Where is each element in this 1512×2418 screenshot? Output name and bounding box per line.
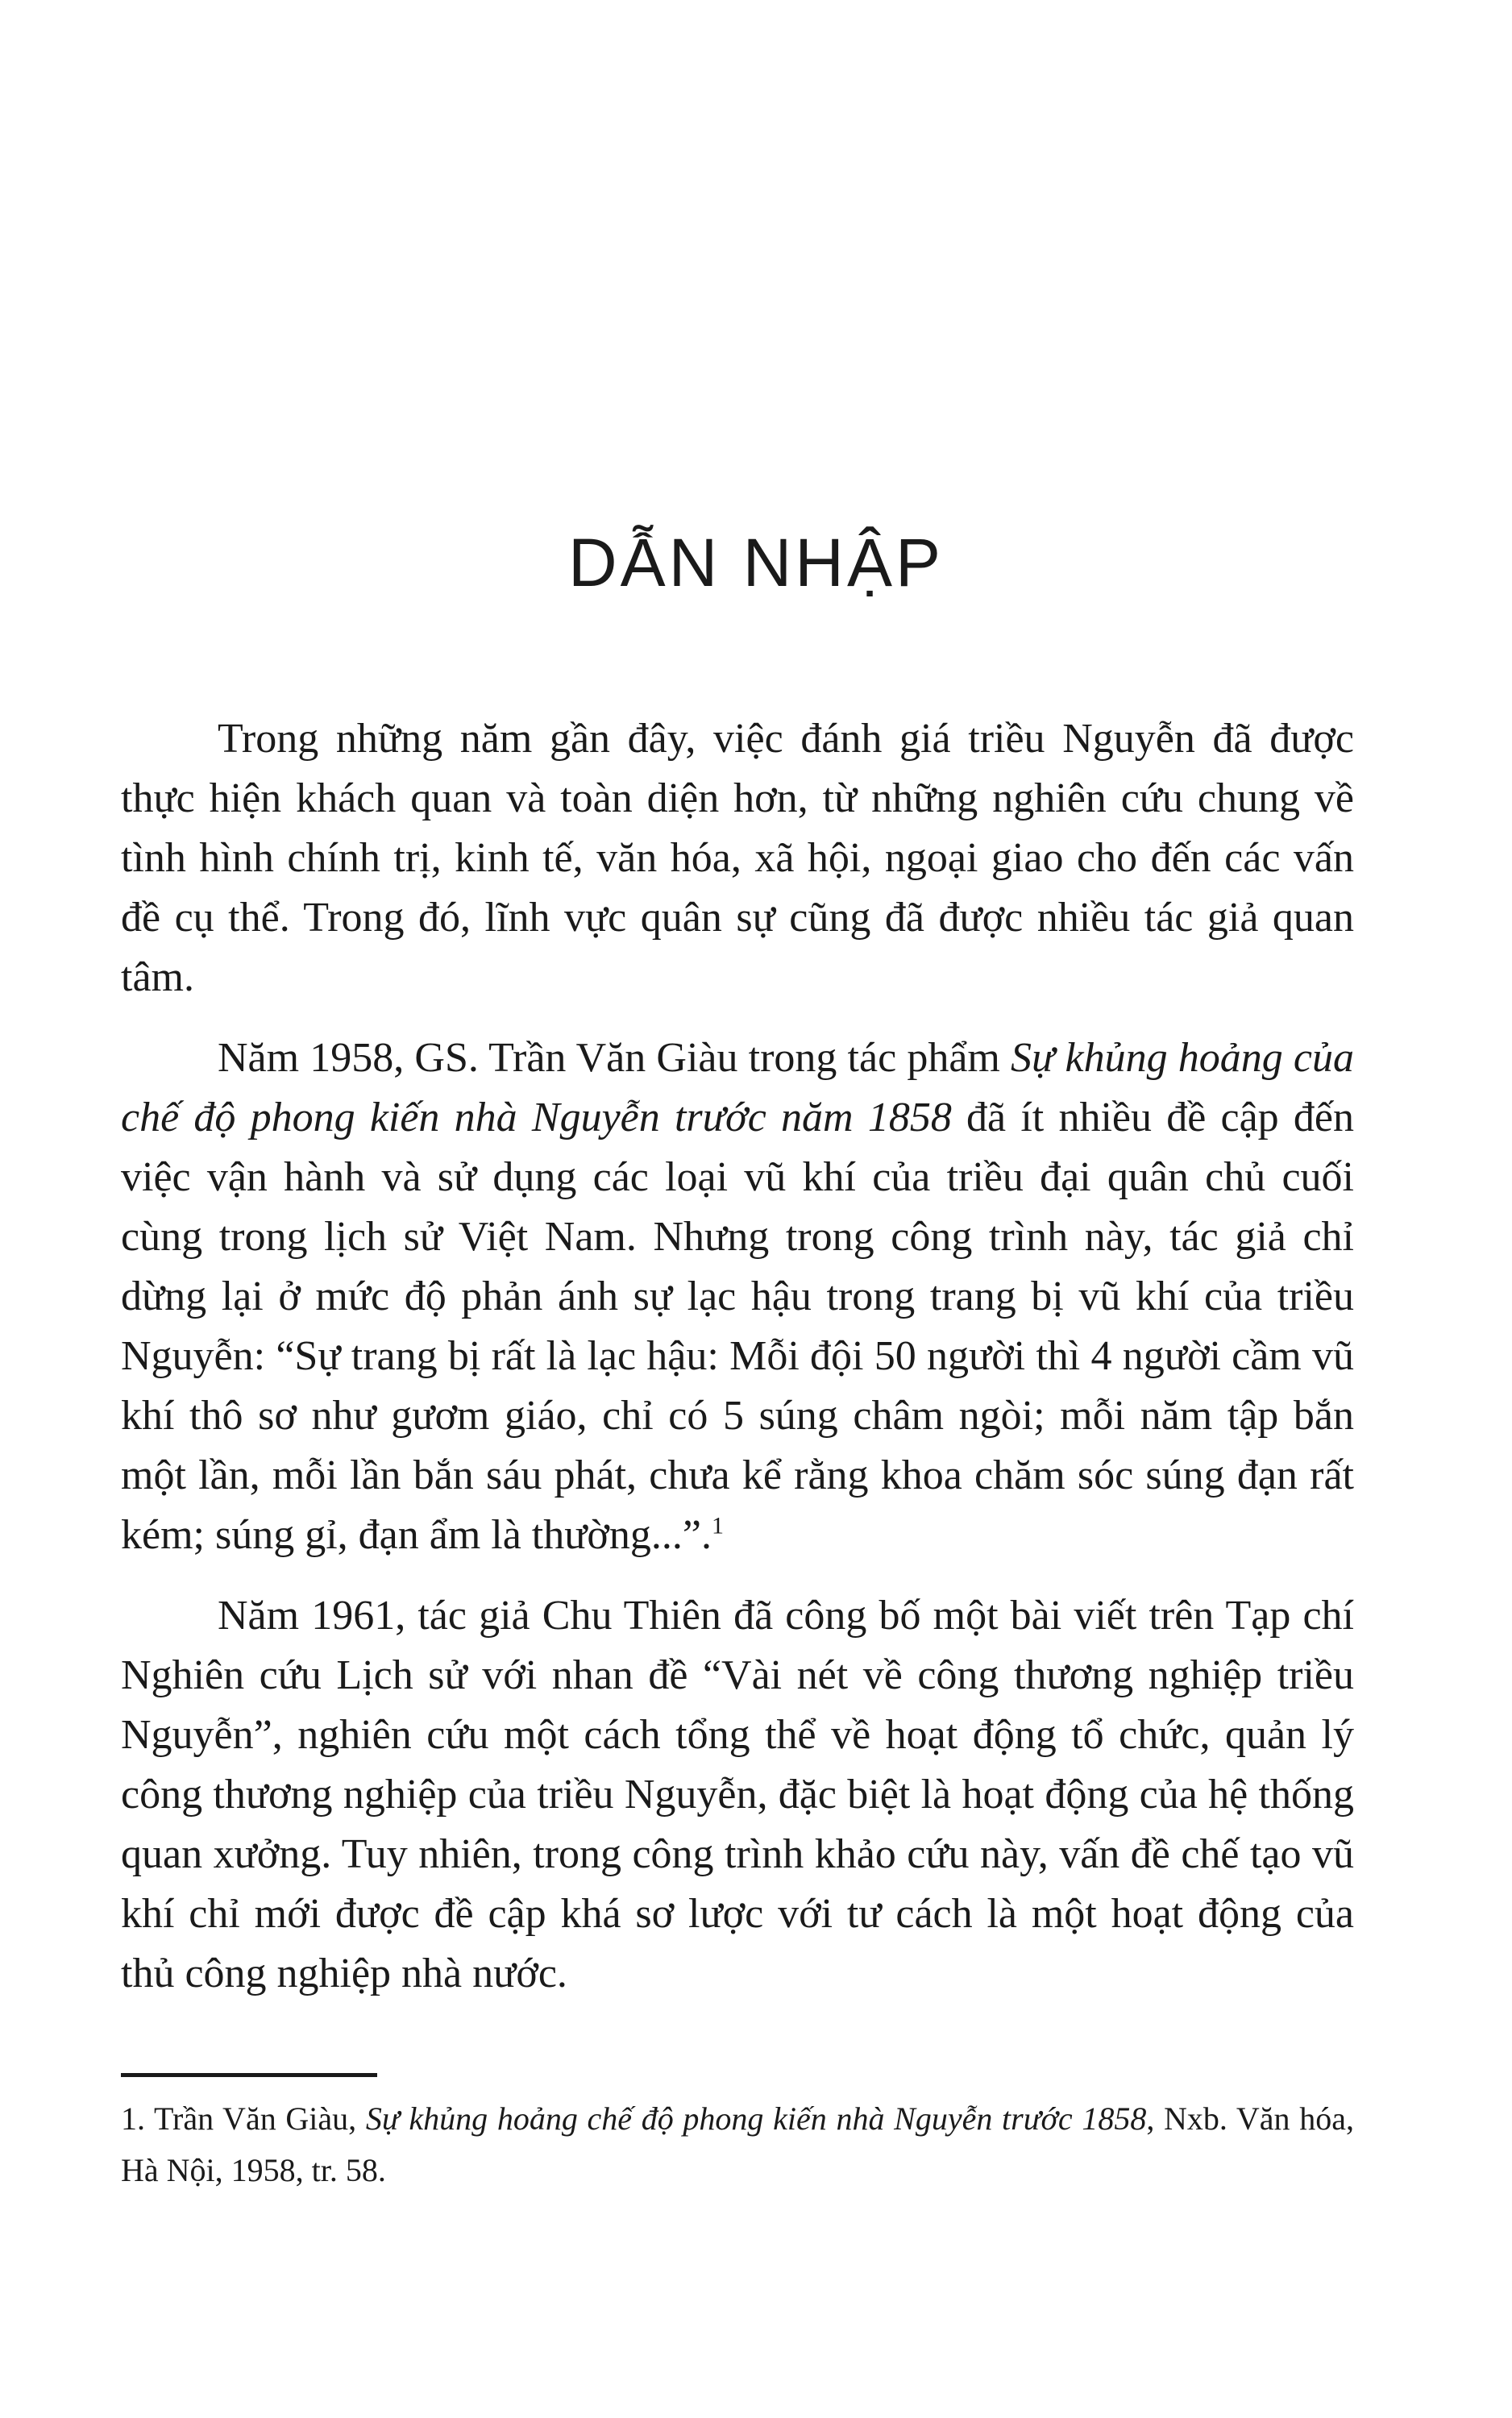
chapter-title: DẪN NHẬP [567, 525, 945, 600]
paragraph-1: Trong những năm gần đây, việc đánh giá triều Nguyễn đã được thực hiện khách quan và toàn diện hơn, từ những nghiên cứu chung về tình hình chính trị, kinh tế, văn hóa, xã hội, ngoại giao cho đến các vấn đề cụ thể. Trong đó, lĩnh vực quân sự cũng đã được nhiều tác giả quan tâm. [121, 716, 1354, 1000]
paragraph-2 [121, 1028, 1354, 1565]
body-text [121, 709, 1354, 2004]
footnote-divider [121, 2073, 377, 2077]
book-title-italic: Sự khủng hoảng của chế độ phong kiến nhà Nguyễn trước năm 1858 [121, 1035, 1354, 1140]
footnote-text-after: , Nxb. Văn hóa, Hà Nội, 1958, tr. 58. [121, 2100, 1355, 2188]
paragraph-3: Năm 1961, tác giả Chu Thiên đã công bố một bài viết trên Tạp chí Nghiên cứu Lịch sử với nhan đề “Vài nét về công thương nghiệp triều Nguyễn”, nghiên cứu một cách tổng thể về hoạt động tổ chức, quản lý công thương nghiệp của triều Nguyễn, đặc biệt là hoạt động của hệ thống quan xưởng. Tuy nhiên, trong công trình khảo cứu này, vấn đề chế tạo vũ khí chỉ mới được đề cập khá sơ lược với tư cách là một hoạt động của thủ công nghiệp nhà nước. [121, 1593, 1354, 1996]
footnote-reference: 1 [712, 1512, 725, 1539]
paragraph-2-text-after: đã ít nhiều đề cập đến việc vận hành và sử dụng các loại vũ khí của triều đại quân chủ cuối cùng trong lịch sử Việt Nam. Nhưng trong công trình này, tác giả chỉ dừng lại ở mức độ phản ánh sự lạc hậu trong trang bị vũ khí của triều Nguyễn: “Sự trang bị rất là lạc hậu: Mỗi đội 50 người thì 4 người cầm vũ khí thô sơ như gươm giáo, chỉ có 5 súng châm ngòi; mỗi năm tập bắn một lần, mỗi lần bắn sáu phát, chưa kể rằng khoa chăm sóc súng đạn rất kém; súng gỉ, đạn ẩm là thường...”. [121, 1095, 1354, 1558]
paragraph-2-text-before: Năm 1958, GS. Trần Văn Giàu trong tác phẩm [218, 1035, 1011, 1081]
footnote-text-before: 1. Trần Văn Giàu, [121, 2100, 366, 2137]
footnote [121, 2093, 1354, 2196]
footnote-book-title: Sự khủng hoảng chế độ phong kiến nhà Nguyễn trước 1858 [365, 2100, 1147, 2137]
